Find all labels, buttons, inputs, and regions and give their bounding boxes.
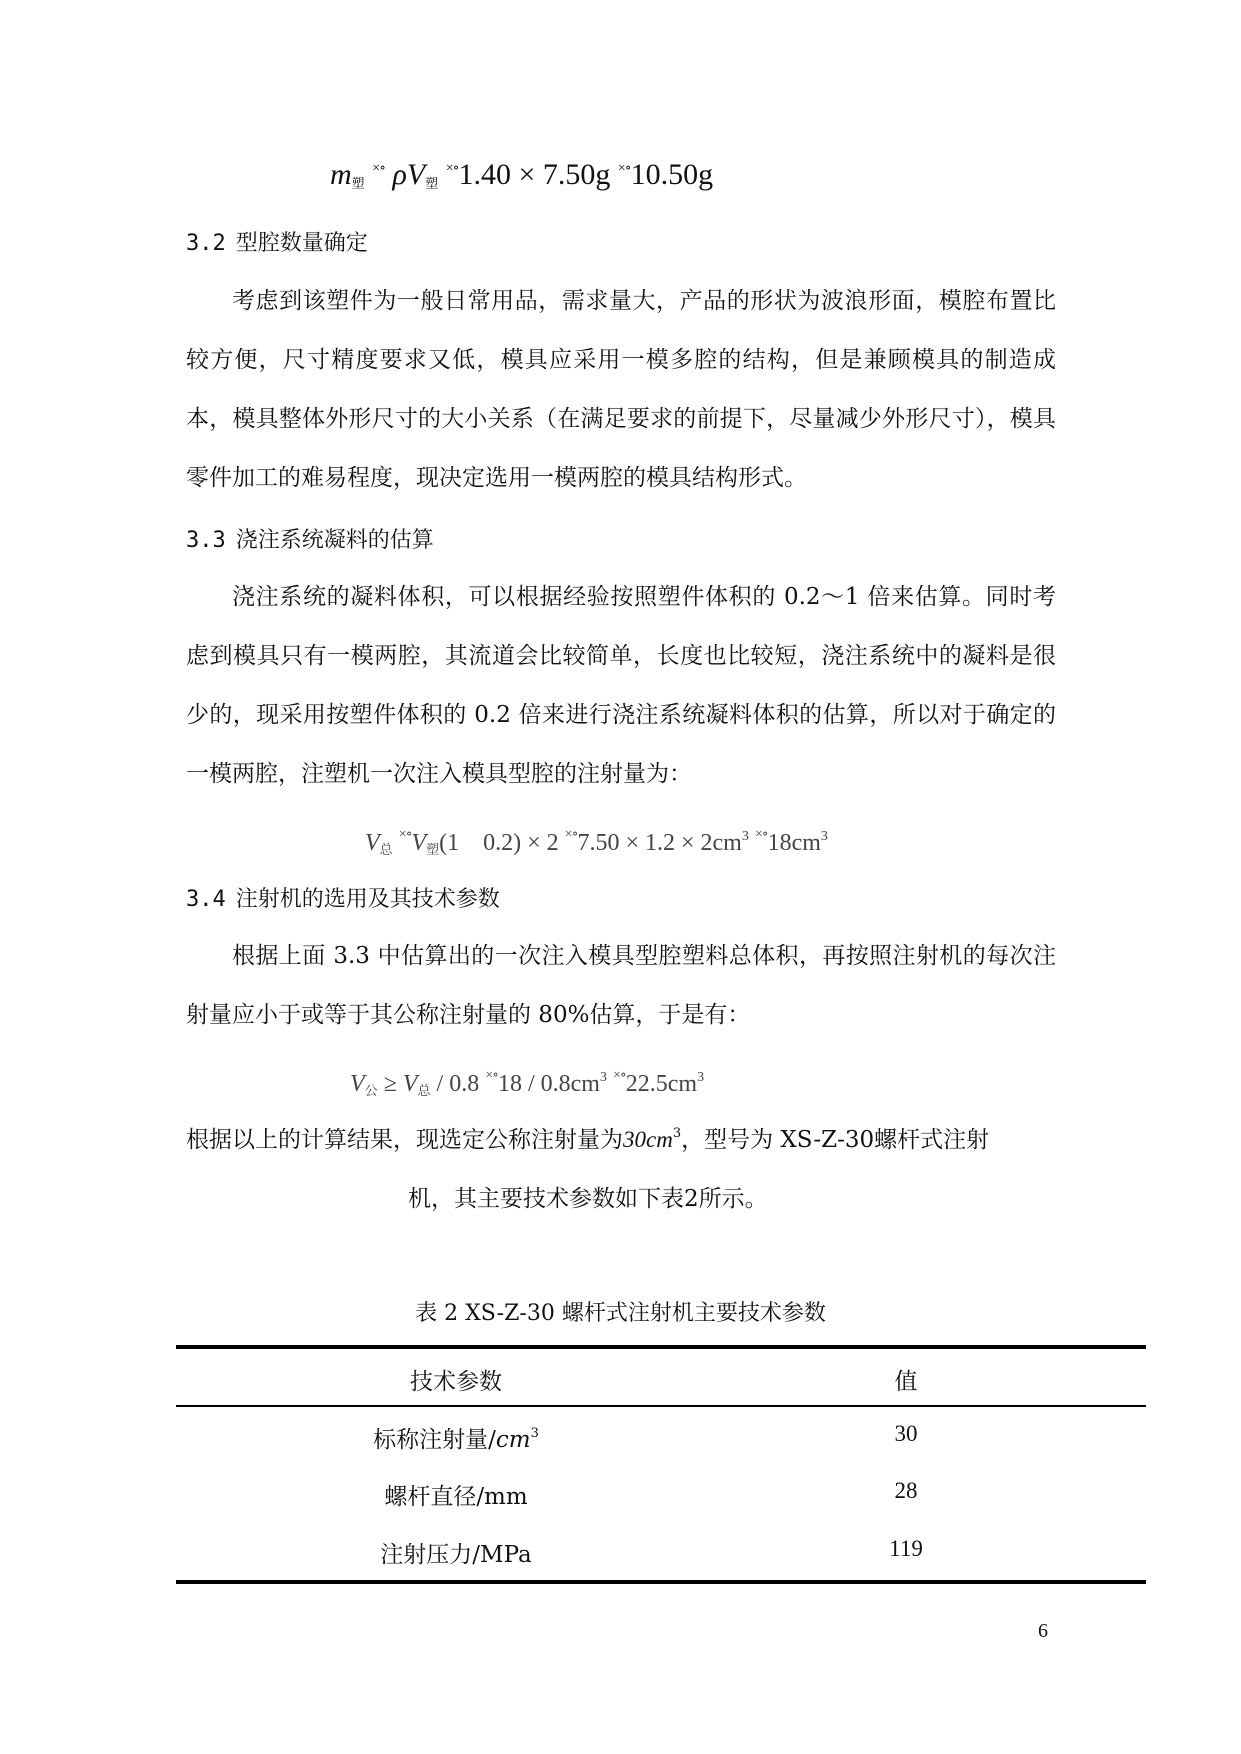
formula-value: 1.40 × 7.50g [458, 158, 611, 191]
formula-placeholder-glyph: ×∘ [612, 1068, 626, 1083]
section-number: 3.4 [186, 887, 226, 912]
formula-placeholder-glyph: ×∘ [372, 161, 385, 176]
conclusion-text: 根据以上的计算结果，现选定公称注射量为 [186, 1127, 623, 1153]
formula-superscript: 3 [820, 829, 828, 844]
formula-symbol: ρV [392, 158, 426, 191]
section-heading-3-4 [186, 882, 500, 913]
conclusion-text: ，型号为 XS-Z-30螺杆式注射 [681, 1127, 990, 1153]
section-title: 浇注系统凝料的估算 [235, 528, 434, 553]
formula-result: 10.50g [630, 158, 714, 191]
formula-subscript: 总 [417, 1084, 431, 1099]
formula-mass [330, 158, 713, 192]
section-title: 注射机的选用及其技术参数 [235, 887, 500, 912]
paragraph-3-3: 浇注系统的凝料体积，可以根据经验按照塑件体积的 0.2～1 倍来估算。同时考虑到模具只有一模两腔，其流道会比较简单，长度也比较短，浇注系统中的凝料是很少的，现采用按塑件体积的 0.2 倍来进行浇注系统凝料体积的估算，所以对于确定的一模两腔，注塑机一次注入模具型腔的注射量为： [186, 584, 1056, 787]
table-header-value: 值 [894, 1369, 918, 1394]
formula-nominal-volume [350, 1067, 704, 1099]
formula-placeholder-glyph: ×∘ [617, 161, 631, 176]
formula-placeholder-glyph: ×∘ [398, 827, 412, 842]
section-heading-3-2 [186, 226, 368, 257]
table-bottom-rule [176, 1580, 1146, 1584]
formula-placeholder-glyph: ×∘ [485, 1068, 498, 1083]
formula-result: 22.5cm [625, 1071, 698, 1097]
formula-value: 18 / 0.8cm [497, 1071, 600, 1097]
formula-superscript: 3 [599, 1070, 607, 1085]
formula-symbol: m [330, 158, 352, 191]
table-row-value: 119 [889, 1536, 923, 1561]
conclusion-value: 30cm [623, 1127, 673, 1152]
table-header-rule [176, 1405, 1146, 1407]
formula-operator: ≥ [383, 1071, 397, 1097]
formula-symbol: V [365, 830, 380, 856]
formula-subscript: 公 [364, 1084, 378, 1099]
section-title: 型腔数量确定 [235, 231, 368, 256]
section-number: 3.2 [186, 231, 226, 256]
paragraph-3-2: 考虑到该塑件为一般日常用品，需求量大，产品的形状为波浪形面，模腔布置比较方便，尺寸精度要求又低，模具应采用一模多腔的结构，但是兼顾模具的制造成本，模具整体外形尺寸的大小关系（在满足要求的前提下，尽量减少外形尺寸），模具零件加工的难易程度，现决定选用一模两腔的模具结构形式。 [186, 288, 1056, 491]
formula-subscript: 塑 [426, 843, 440, 858]
formula-symbol: V [411, 830, 427, 856]
formula-subscript: 塑 [425, 177, 439, 192]
formula-superscript: 3 [741, 829, 749, 844]
formula-placeholder-glyph: ×∘ [564, 827, 578, 842]
formula-term: / 0.8 [436, 1071, 480, 1097]
table-header-param: 技术参数 [410, 1369, 502, 1395]
table-top-rule [176, 1345, 1146, 1349]
table-cell-unit: cm [495, 1427, 531, 1453]
conclusion-line-2: 机，其主要技术参数如下表2所示。 [408, 1186, 768, 1212]
formula-symbol: V [350, 1071, 365, 1097]
table-row-param [176, 1421, 736, 1454]
section-heading-3-3 [186, 523, 434, 554]
section-number: 3.3 [186, 528, 226, 553]
formula-placeholder-glyph: ×∘ [445, 161, 459, 176]
formula-value: 7.50 × 1.2 × 2cm [577, 830, 742, 856]
page-number: 6 [1038, 1620, 1048, 1642]
conclusion-superscript: 3 [672, 1126, 682, 1141]
table-caption: 表 2 XS-Z-30 螺杆式注射机主要技术参数 [415, 1301, 826, 1326]
conclusion-line-1 [186, 1121, 989, 1154]
formula-superscript: 3 [697, 1070, 705, 1085]
table-row-param: 螺杆直径/mm [384, 1484, 528, 1510]
formula-subscript: 总 [379, 843, 393, 858]
formula-total-volume [365, 822, 828, 858]
table-cell-superscript: 3 [530, 1426, 539, 1441]
formula-result: 18cm [767, 830, 821, 856]
formula-symbol: V [402, 1071, 418, 1097]
paragraph-3-4: 根据上面 3.3 中估算出的一次注入模具型腔塑料总体积，再按照注射机的每次注射量应小于或等于其公称注射量的 80%估算，于是有： [186, 943, 1056, 1028]
formula-term: (1 0.2) × 2 [439, 830, 559, 856]
formula-subscript: 塑 [351, 177, 365, 192]
table-row-value: 28 [894, 1478, 918, 1503]
table-cell-text: 标称注射量/ [373, 1427, 496, 1453]
formula-placeholder-glyph: ×∘ [754, 827, 768, 842]
table-row-value: 30 [894, 1421, 918, 1446]
table-row-param: 注射压力/MPa [380, 1542, 532, 1568]
